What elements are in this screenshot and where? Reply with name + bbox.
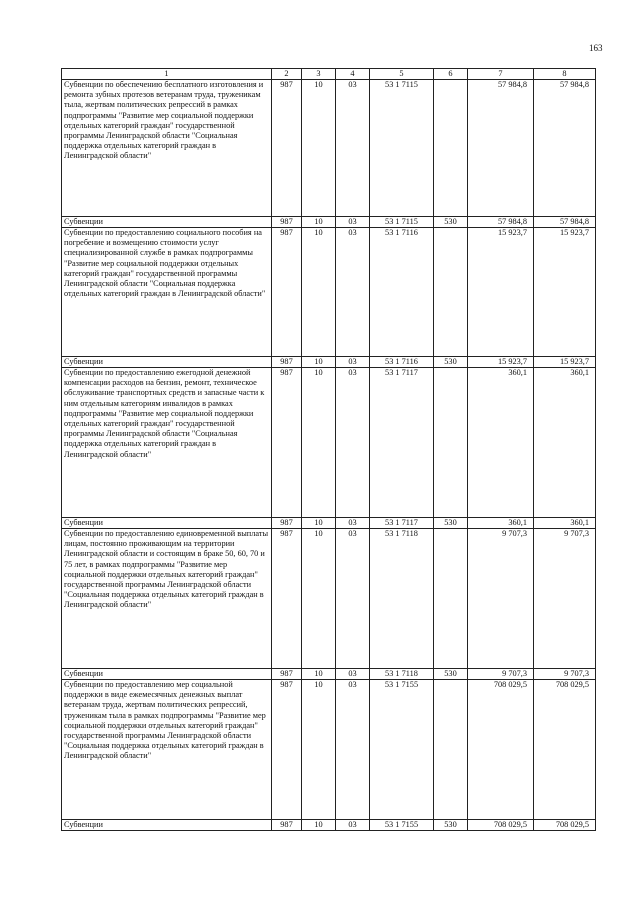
row-name: Субвенции (62, 217, 272, 228)
cell-code-6 (434, 529, 468, 669)
row-name: Субвенции по предоставлению ежегодной денежной компенсации расходов на бензин, ремонт, техническое обслуживание транспортных средств и запасные части к ним отдельным категориям инвалидов в рамках подпрограммы "Развитие мер социальной поддержки отдельных категорий граждан" государственной программы Ленинградской области "Социальная поддержка отдельных категорий граждан в Ленинградской области" (62, 368, 272, 518)
cell-code-3: 10 (302, 357, 336, 368)
table-row (62, 518, 596, 529)
cell-code-6 (434, 80, 468, 217)
cell-code-4: 03 (336, 217, 370, 228)
cell-amount-7: 57 984,8 (468, 217, 534, 228)
cell-amount-8: 360,1 (534, 518, 596, 529)
cell-code-5: 53 1 7116 (370, 228, 434, 357)
cell-code-6 (434, 368, 468, 518)
cell-amount-7: 708 029,5 (468, 680, 534, 820)
cell-code-4: 03 (336, 669, 370, 680)
cell-amount-7: 360,1 (468, 518, 534, 529)
cell-amount-8: 9 707,3 (534, 669, 596, 680)
cell-code-2: 987 (272, 680, 302, 820)
cell-code-2: 987 (272, 80, 302, 217)
header-cell: 4 (336, 69, 370, 80)
cell-code-5: 53 1 7117 (370, 368, 434, 518)
cell-amount-8: 360,1 (534, 368, 596, 518)
cell-code-6: 530 (434, 217, 468, 228)
cell-amount-7: 708 029,5 (468, 820, 534, 831)
cell-code-6: 530 (434, 518, 468, 529)
row-name: Субвенции по предоставлению социального пособия на погребение и возмещению стоимости услуг специализированной службе в рамках подпрограммы "Развитие мер социальной поддержки отдельных категорий граждан" государственной программы Ленинградской области "Социальная поддержка отдельных категорий граждан в Ленинградской области" (62, 228, 272, 357)
header-cell: 2 (272, 69, 302, 80)
header-cell: 3 (302, 69, 336, 80)
table-row (62, 217, 596, 228)
cell-code-4: 03 (336, 357, 370, 368)
cell-code-2: 987 (272, 518, 302, 529)
cell-amount-7: 15 923,7 (468, 357, 534, 368)
row-name: Субвенции (62, 820, 272, 831)
row-name: Субвенции (62, 669, 272, 680)
header-row (62, 69, 596, 80)
header-cell: 1 (62, 69, 272, 80)
row-name: Субвенции по обеспечению бесплатного изготовления и ремонта зубных протезов ветеранам труда, труженикам тыла, жертвам политических репрессий в рамках подпрограммы "Развитие мер социальной поддержки отдельных категорий граждан" государственной программы Ленинградской области "Социальная поддержка отдельных категорий граждан в Ленинградской области" (62, 80, 272, 217)
table-row (62, 368, 596, 518)
cell-code-3: 10 (302, 368, 336, 518)
cell-amount-7: 15 923,7 (468, 228, 534, 357)
cell-code-5: 53 1 7118 (370, 529, 434, 669)
cell-amount-8: 708 029,5 (534, 820, 596, 831)
row-name: Субвенции (62, 518, 272, 529)
table-row (62, 228, 596, 357)
cell-code-2: 987 (272, 357, 302, 368)
cell-code-5: 53 1 7155 (370, 680, 434, 820)
cell-code-6: 530 (434, 357, 468, 368)
cell-code-3: 10 (302, 518, 336, 529)
cell-code-5: 53 1 7118 (370, 669, 434, 680)
header-cell: 8 (534, 69, 596, 80)
cell-code-3: 10 (302, 669, 336, 680)
cell-code-6: 530 (434, 669, 468, 680)
cell-code-4: 03 (336, 228, 370, 357)
cell-code-3: 10 (302, 80, 336, 217)
cell-code-2: 987 (272, 217, 302, 228)
cell-amount-8: 57 984,8 (534, 217, 596, 228)
cell-code-3: 10 (302, 529, 336, 669)
header-cell: 5 (370, 69, 434, 80)
cell-code-3: 10 (302, 820, 336, 831)
cell-code-4: 03 (336, 529, 370, 669)
cell-code-6 (434, 228, 468, 357)
header-cell: 6 (434, 69, 468, 80)
cell-code-5: 53 1 7155 (370, 820, 434, 831)
cell-code-5: 53 1 7116 (370, 357, 434, 368)
budget-table (61, 68, 596, 831)
table-row (62, 669, 596, 680)
cell-amount-8: 708 029,5 (534, 680, 596, 820)
cell-amount-8: 15 923,7 (534, 357, 596, 368)
cell-amount-8: 9 707,3 (534, 529, 596, 669)
cell-code-3: 10 (302, 680, 336, 820)
row-name: Субвенции (62, 357, 272, 368)
cell-code-4: 03 (336, 368, 370, 518)
row-name: Субвенции по предоставлению единовременной выплаты лицам, постоянно проживающим на территории Ленинградской области и состоящим в браке 50, 60, 70 и 75 лет, в рамках подпрограммы "Развитие мер социальной поддержки отдельных категорий граждан" государственной программы Ленинградской области "Социальная поддержка отдельных категорий граждан в Ленинградской области" (62, 529, 272, 669)
row-name: Субвенции по предоставлению мер социальной поддержки в виде ежемесячных денежных выплат ветеранам труда, жертвам политических репрессий, труженикам тыла в рамках подпрограммы "Развитие мер социальной поддержки отдельных категорий граждан" государственной программы Ленинградской области "Социальная поддержка отдельных категорий граждан в Ленинградской области" (62, 680, 272, 820)
table-row (62, 80, 596, 217)
cell-code-2: 987 (272, 669, 302, 680)
cell-code-5: 53 1 7115 (370, 217, 434, 228)
cell-code-4: 03 (336, 80, 370, 217)
cell-code-6 (434, 680, 468, 820)
cell-code-2: 987 (272, 368, 302, 518)
cell-code-2: 987 (272, 820, 302, 831)
page-number: 163 (589, 43, 603, 53)
cell-amount-7: 360,1 (468, 368, 534, 518)
cell-code-5: 53 1 7117 (370, 518, 434, 529)
cell-amount-7: 57 984,8 (468, 80, 534, 217)
table-row (62, 680, 596, 820)
cell-amount-8: 57 984,8 (534, 80, 596, 217)
cell-code-4: 03 (336, 820, 370, 831)
cell-code-6: 530 (434, 820, 468, 831)
cell-code-2: 987 (272, 529, 302, 669)
cell-amount-7: 9 707,3 (468, 669, 534, 680)
cell-code-5: 53 1 7115 (370, 80, 434, 217)
cell-code-2: 987 (272, 228, 302, 357)
cell-amount-7: 9 707,3 (468, 529, 534, 669)
cell-amount-8: 15 923,7 (534, 228, 596, 357)
table-row (62, 357, 596, 368)
table-row (62, 529, 596, 669)
table-row (62, 820, 596, 831)
cell-code-4: 03 (336, 518, 370, 529)
cell-code-4: 03 (336, 680, 370, 820)
header-cell: 7 (468, 69, 534, 80)
cell-code-3: 10 (302, 228, 336, 357)
cell-code-3: 10 (302, 217, 336, 228)
